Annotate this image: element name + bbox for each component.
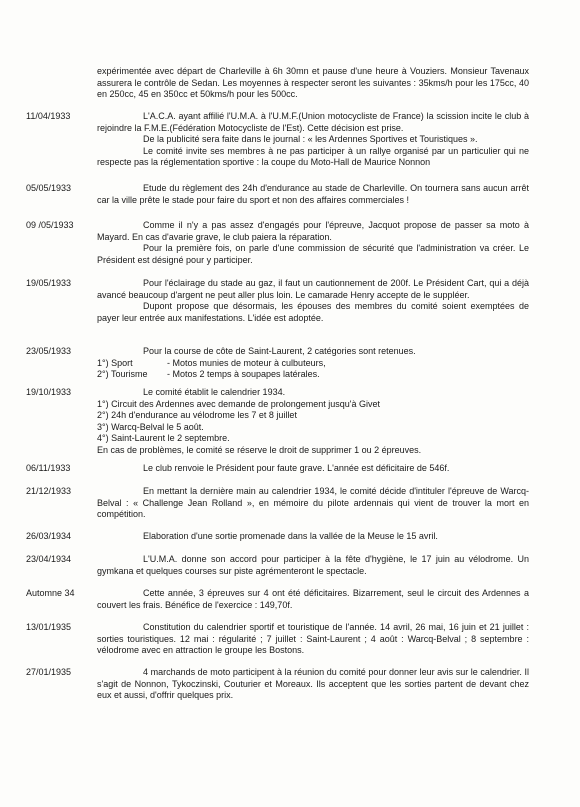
entry-body <box>97 346 529 381</box>
entry-paragraph: Le comité établit le calendrier 1934. <box>143 387 286 397</box>
entry-date: 05/05/1933 <box>26 183 72 193</box>
entry-paragraph: Le comité invite ses membres à ne pas participer à un rallye organisé par un particulier qui ne respecte pas la réglementation sportive : la coupe du Moto-Hall de Maurice Nonnon <box>97 145 529 167</box>
entry-paragraph: En cas de problèmes, le comité se réserve le droit de supprimer 1 ou 2 épreuves. <box>97 444 422 455</box>
calendar-line: 2°) 24h d'endurance au vélodrome les 7 et 8 juillet <box>97 410 297 420</box>
entry-paragraph: Etude du règlement des 24h d'endurance au stade de Charleville. On tournera sans aucun arrêt car la ville prête le stade pour faire du sport et non des affaires commerciales ! <box>97 183 529 205</box>
entry-body <box>97 554 529 577</box>
entry-paragraph: L'U.M.A. donne son accord pour participer à la fête d'hygiène, le 17 juin au vélodrome. Un gymkana et quelques courses sur piste agrémenteront le spectacle. <box>97 554 529 576</box>
calendar-line: 3°) Warcq-Belval le 5 août. <box>97 421 204 432</box>
entry-paragraph: Dupont propose que désormais, les épouses des membres du comité soient exemptées de payer leur entrée aux manifestations. L'idée est adoptée. <box>97 301 529 323</box>
entry-paragraph: De la publicité sera faite dans le journal : « les Ardennes Sportives et Touristiques ». <box>143 134 478 144</box>
entry-date: 19/10/1933 <box>26 387 72 397</box>
entry-body <box>97 111 529 169</box>
entry-date: 27/01/1935 <box>26 667 72 677</box>
entry-paragraph: Elaboration d'une sortie promenade dans la vallée de la Meuse le 15 avril. <box>143 531 438 541</box>
entry-body <box>97 463 529 475</box>
intro-text: expérimentée avec départ de Charleville à 6h 30mn et pause d'une heure à Vouziers. Monsieur Tavenaux assurera le contrôle de Sedan. Les moyennes à respecter seront les suivantes : 35kms/h pour les 175cc, 40 en 250cc, 45 en 350cc et 50kms/h pour les 500cc. <box>97 66 529 99</box>
entry-paragraph: L'A.C.A. ayant affilié l'U.M.A. à l'U.M.F.(Union motocycliste de France) la scission incite le club à rejoindre la F.M.E.(Fédération Motocycliste de l'Est). Cette décision est prise. <box>97 111 529 133</box>
category-label: 1°) Sport <box>97 357 133 368</box>
category-row <box>97 369 529 381</box>
calendar-line: 1°) Circuit des Ardennes avec demande de prolongement jusqu'à Givet <box>97 398 380 409</box>
entry-body <box>97 387 529 456</box>
entry-paragraph: 4 marchands de moto participent à la réunion du comité pour donner leur avis sur le calendrier. Il s'agit de Nonnon, Tykoczinski, Couturier et Moreaux. Ils acceptent que les sorties partent de devant chez eux et aussi, d'offrir quelques prix. <box>97 667 529 700</box>
entry-body <box>97 486 529 521</box>
entry-date: 23/05/1933 <box>26 346 72 356</box>
entry-paragraph: Pour l'éclairage du stade au gaz, il faut un cautionnement de 200f. Le Président Cart, qui a déjà avancé beaucoup d'argent ne peut aller plus loin. Le camarade Henry accepte de le suppléer. <box>97 278 529 300</box>
category-text: - Motos 2 temps à soupapes latérales. <box>167 369 320 379</box>
entry-date: Automne 34 <box>26 588 75 598</box>
entry-date: 06/11/1933 <box>26 463 71 473</box>
entry-date: 21/12/1933 <box>26 486 72 496</box>
category-text: - Motos munies de moteur à culbuteurs, <box>167 357 326 368</box>
calendar-line: 4°) Saint-Laurent le 2 septembre. <box>97 433 230 443</box>
entry-date: 26/03/1934 <box>26 531 72 541</box>
entry-body <box>97 588 529 611</box>
entry-body <box>97 278 529 324</box>
entry-paragraph: Constitution du calendrier sportif et touristique de l'année. 14 avril, 26 mai, 16 juin et 21 juillet : sorties touristiques. 12 mai : régularité ; 7 juillet : Saint-Laurent ; 4 août : Warcq-Belval ; 8 septembre : vélodrome avec en attraction le groupe les Bostons. <box>97 622 529 655</box>
category-label: 2°) Tourisme <box>97 369 148 379</box>
entry-body <box>97 183 529 206</box>
entry-paragraph: En mettant la dernière main au calendrier 1934, le comité décide d'intituler l'épreuve de Warcq-Belval : « Challenge Jean Rolland », en mémoire du pilote ardennais qui vient de trouver la mort en compétition. <box>97 486 529 519</box>
entry-paragraph: Cette année, 3 épreuves sur 4 ont été déficitaires. Bizarrement, seul le circuit des Ardennes a couvert les frais. Bénéfice de l'exercice : 149,70f. <box>97 588 529 610</box>
entry-body <box>97 622 529 657</box>
entry-body <box>97 667 529 702</box>
entry-paragraph: Pour la première fois, on parle d'une commission de sécurité que l'administration va créer. Le Président est désigné pour y participer. <box>97 243 529 265</box>
entry-date: 13/01/1935 <box>26 622 72 632</box>
entry-paragraph: Pour la course de côte de Saint-Laurent, 2 catégories sont retenues. <box>143 346 416 356</box>
entry-body <box>97 220 529 266</box>
entry-paragraph: Comme il n'y a pas assez d'engagés pour l'épreuve, Jacquot propose de passer sa moto à Mayard. En cas d'avarie grave, le club paiera la réparation. <box>97 220 529 242</box>
entry-date: 23/04/1934 <box>26 554 72 564</box>
entry-body <box>97 531 529 543</box>
category-row <box>97 358 529 370</box>
entry-date: 09 /05/1933 <box>26 220 74 230</box>
entry-paragraph: Le club renvoie le Président pour faute grave. L'année est déficitaire de 546f. <box>143 463 450 473</box>
intro-paragraph <box>97 66 529 101</box>
entry-date: 11/04/1933 <box>26 111 71 121</box>
entry-date: 19/05/1933 <box>26 278 72 288</box>
